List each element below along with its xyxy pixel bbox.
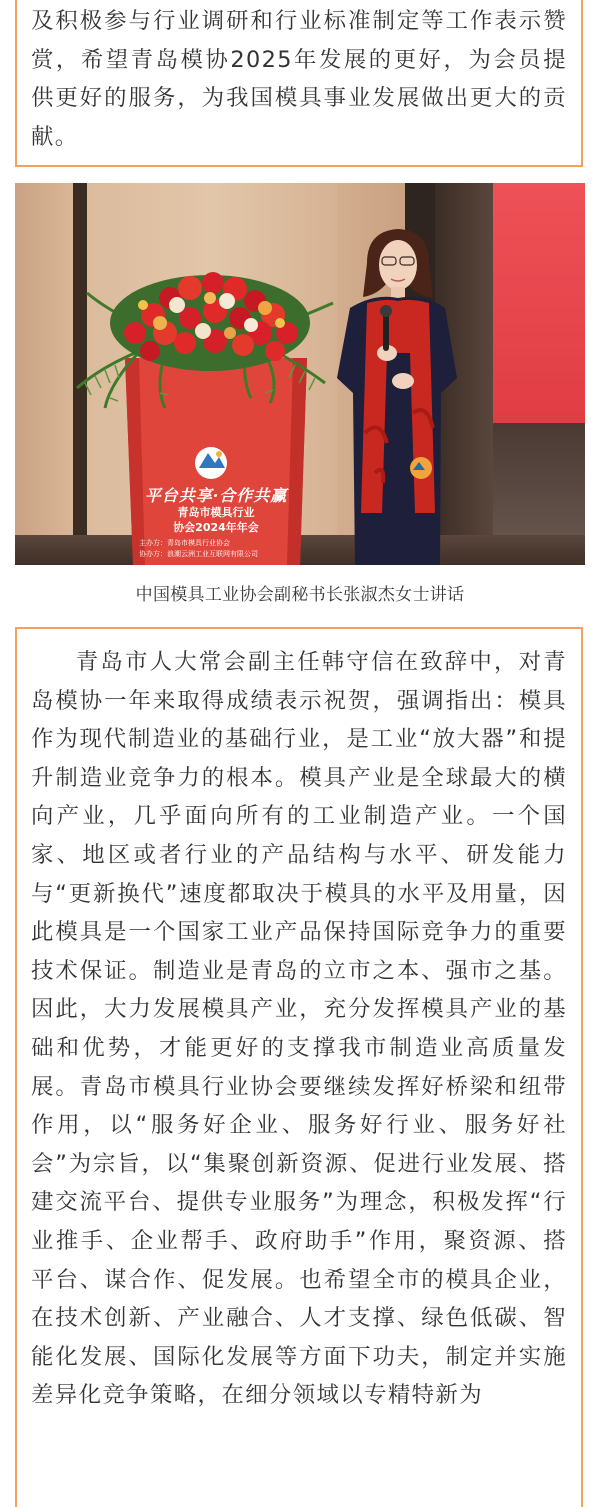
photo-caption: 中国模具工业协会副秘书长张淑杰女士讲话: [135, 585, 465, 605]
podium-slogan: 平台共享·合作共赢: [144, 486, 288, 505]
speaker: [337, 229, 457, 565]
podium-event-line1: 青岛市模具行业: [177, 506, 255, 519]
event-photo: [15, 183, 585, 565]
podium-event-line2: 协会2024年年会: [173, 521, 259, 534]
top-paragraph: 及积极参与行业调研和行业标准制定等工作表示赞赏，希望青岛模协2025年发展的更好，为会员提供更好的服务，为我国模具事业发展做出更大的贡献。: [31, 8, 567, 150]
bottom-paragraph: 青岛市人大常会副主任韩守信在致辞中，对青岛模协一年来取得成绩表示祝贺，强调指出：模具作为现代制造业的基础行业，是工业“放大器”和提升制造业竞争力的根本。模具产业是全球最大的横向产业，几乎面向所有的工业制造产业。一个国家、地区或者行业的产品结构与水平、研发能力与“更新换代”速度都取决于模具的水平及用量，因此模具是一个国家工业产品保持国际竞争力的重要技术保证。制造业是青岛的立市之本、强市之基。因此，大力发展模具产业，充分发挥模具产业的基础和优势，才能更好的支撑我市制造业高质量发展。青岛市模具行业协会要继续发挥好桥梁和纽带作用，以“服务好企业、服务好行业、服务好社会”为宗旨，以“集聚创新资源、促进行业发展、搭建交流平台、提供专业服务”为理念，积极发挥“行业推手、企业帮手、政府助手”作用，聚资源、搭平台、谋合作、促发展。也希望全市的模具企业，在技术创新、产业融合、人才支撑、绿色低碳、智能化发展、国际化发展等方面下功夫，制定并实施差异化竞争策略，在细分领域以专精特新为: [31, 649, 567, 1409]
top-text-box: [15, 0, 583, 167]
podium-co-host: 协办方：浪潮云洲工业互联网有限公司: [139, 550, 258, 558]
podium-logo: [195, 447, 227, 479]
podium-host: 主办方：青岛市模具行业协会: [139, 539, 230, 547]
flower-arrangement: [110, 272, 310, 371]
bottom-text-box: [15, 627, 583, 1507]
